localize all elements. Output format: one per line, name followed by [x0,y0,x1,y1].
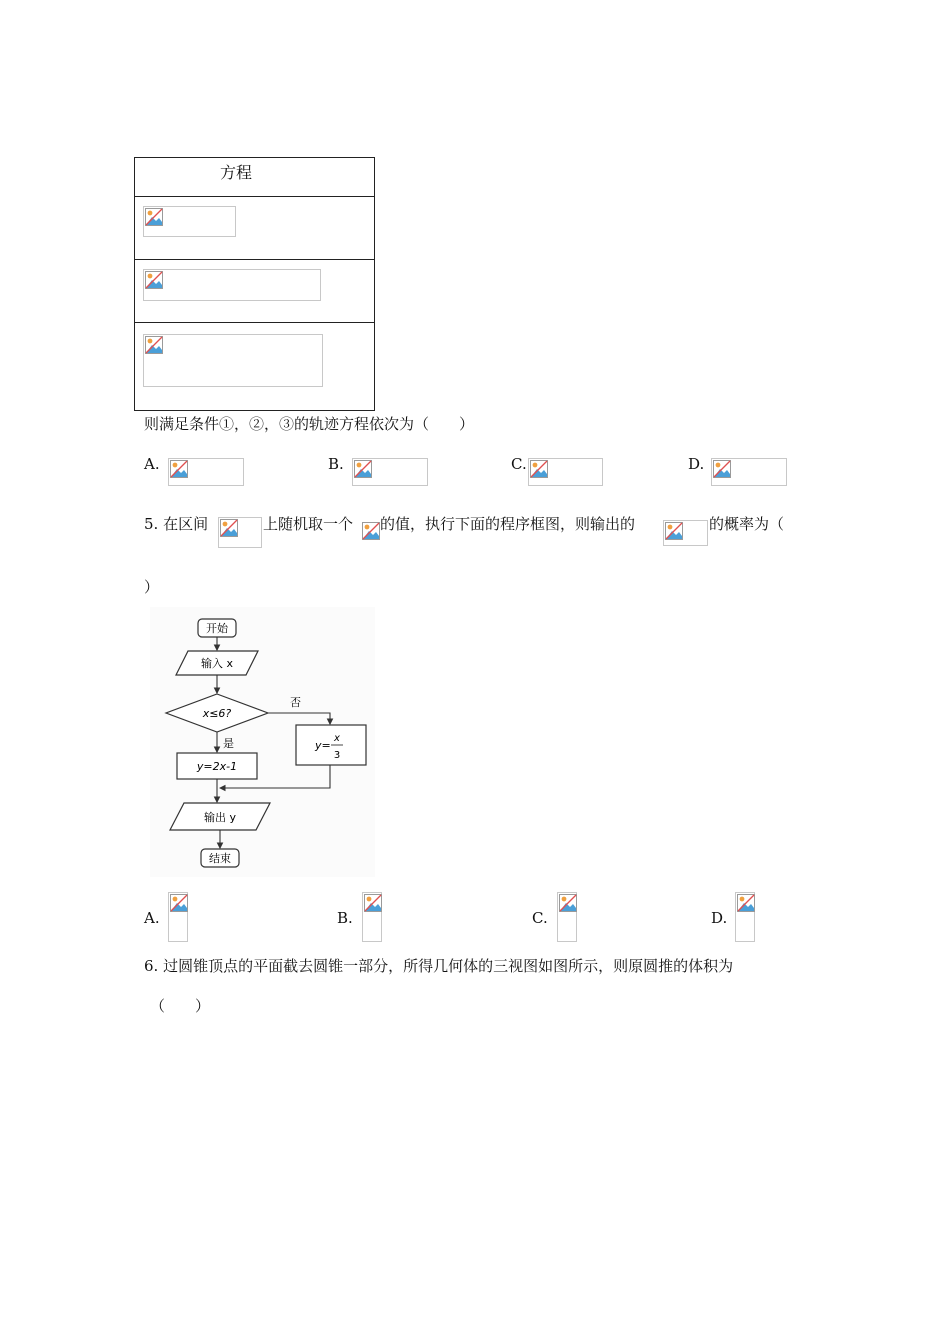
no-branch-numerator: x [334,733,340,744]
end-label: 结束 [209,852,231,865]
yes-label: 是 [223,737,234,750]
q5-option-label-a: A. [144,909,160,927]
no-label: 否 [290,696,301,709]
variable-image [362,522,380,542]
equation-image [143,334,323,387]
question-5-text-b: 上随机取一个 [263,515,354,533]
image-placeholder-icon [170,460,188,478]
option-label-b: B. [328,455,344,473]
decision-label: x≤6? [202,707,232,720]
output-label: 输出 y [203,811,237,824]
interval-image [218,517,262,548]
image-placeholder-icon [713,460,731,478]
question-6-line2: （ ） [150,997,211,1015]
option-image-b [352,458,428,486]
option-label-a: A. [144,455,160,473]
option-label-c: C. [511,455,527,473]
image-placeholder-icon [145,271,163,289]
q5-option-label-b: B. [337,909,353,927]
table-header: 方程 [220,163,253,182]
table-row [135,323,375,411]
q5-option-image-b [362,892,382,942]
equation-table [134,157,375,411]
equation-image [143,206,236,237]
image-placeholder-icon [362,522,380,540]
start-label: 开始 [206,622,228,635]
table-row [135,260,375,323]
output-condition-image [663,520,708,546]
image-placeholder-icon [559,894,577,912]
q5-option-label-d: D. [711,909,728,927]
option-image-c [528,458,603,486]
image-placeholder-icon [737,894,755,912]
option-image-a [168,458,244,486]
option-image-d [711,458,787,486]
q5-option-image-a [168,892,188,942]
q5-option-image-c [557,892,577,942]
equation-image [143,269,321,301]
program-flowchart [150,607,375,877]
table-row [135,197,375,260]
input-label: 输入 x [200,657,234,670]
image-placeholder-icon [530,460,548,478]
option-label-d: D. [688,455,705,473]
no-branch-lhs: y= [315,739,331,752]
image-placeholder-icon [220,519,238,537]
image-placeholder-icon [364,894,382,912]
question-5-close-paren: ） [144,578,160,596]
image-placeholder-icon [145,336,163,354]
yes-branch-formula: y=2x-1 [196,760,238,773]
image-placeholder-icon [665,522,683,540]
question-5-text-c: 的值，执行下面的程序框图，则输出的 [380,515,636,533]
question-5-text-a: 5. 在区间 [144,515,209,533]
question-5-text-d: 的概率为（ [709,515,785,533]
image-placeholder-icon [354,460,372,478]
no-branch-denominator: 3 [333,750,341,761]
question-4-prompt: 则满足条件①，②，③的轨迹方程依次为（ ） [144,415,475,433]
q5-option-label-c: C. [532,909,548,927]
table-header-cell [135,158,375,197]
q5-option-image-d [735,892,755,942]
image-placeholder-icon [170,894,188,912]
image-placeholder-icon [145,208,163,226]
question-6-line1: 6. 过圆锥顶点的平面截去圆锥一部分，所得几何体的三视图如图所示，则原圆推的体积为 [144,957,734,975]
